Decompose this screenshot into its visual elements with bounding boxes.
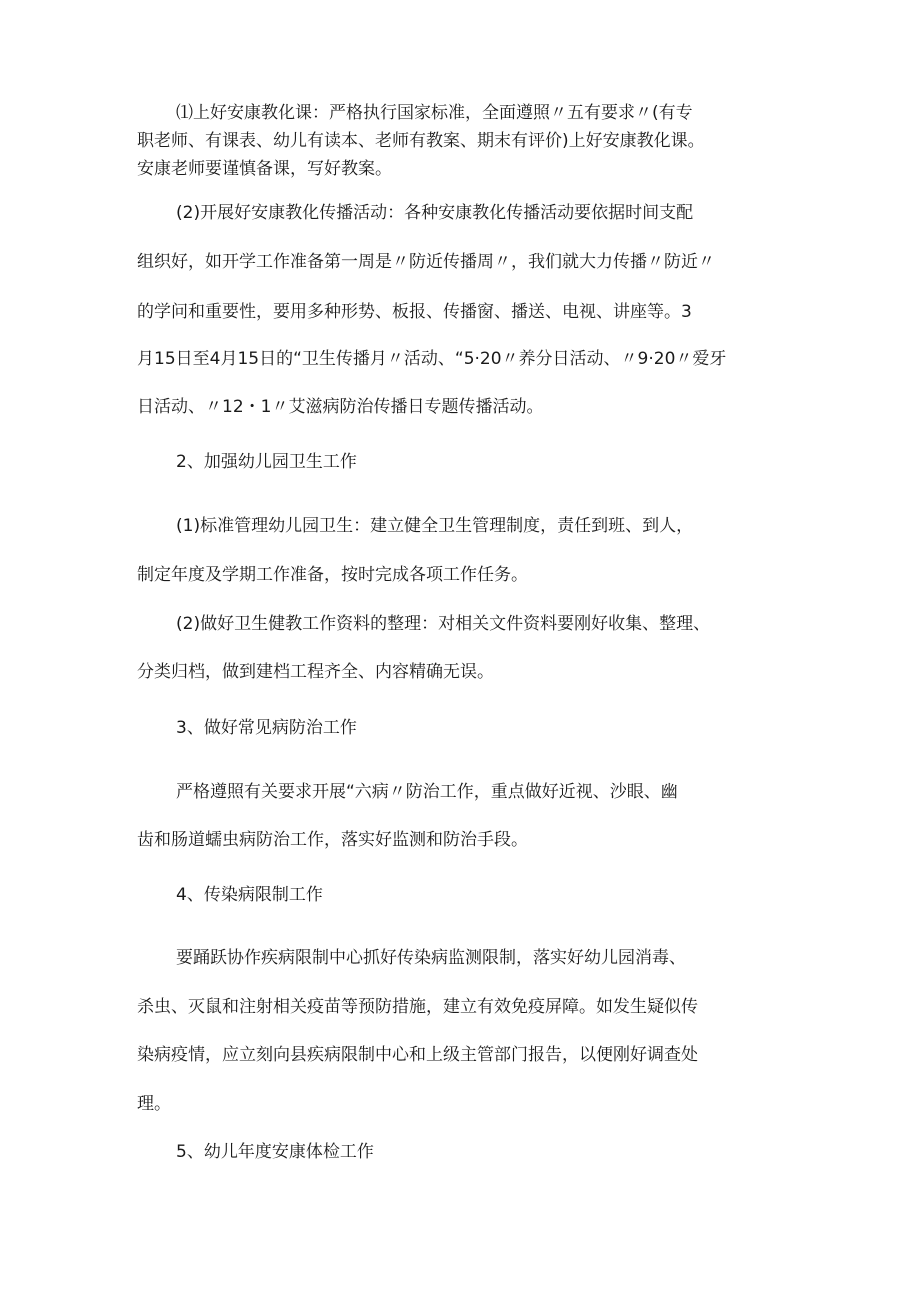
paragraph-line: (1)标准管理幼儿园卫生：建立健全卫生管理制度，责任到班、到人，: [176, 516, 694, 536]
paragraph-line: 要踊跃协作疾病限制中心抓好传染病监测限制，落实好幼儿园消毒、: [176, 948, 686, 968]
paragraph-line: 组织好，如开学工作准备第一周是〃防近传播周〃，我们就大力传播〃防近〃: [137, 252, 715, 272]
section-heading: 4、传染病限制工作: [176, 885, 323, 905]
paragraph-line: 制定年度及学期工作准备，按时完成各项工作任务。: [137, 565, 528, 585]
paragraph-line: (2)做好卫生健教工作资料的整理：对相关文件资料要刚好收集、整理、: [176, 614, 711, 634]
paragraph-line: 分类归档，做到建档工程齐全、内容精确无误。: [137, 662, 494, 682]
paragraph-line: 杀虫、灭鼠和注射相关疫苗等预防措施，建立有效免疫屏障。如发生疑似传: [137, 997, 698, 1017]
paragraph-line: 染病疫情，应立刻向县疾病限制中心和上级主管部门报告，以便刚好调查处: [137, 1045, 698, 1065]
section-heading: 3、做好常见病防治工作: [176, 718, 357, 738]
section-heading: 2、加强幼儿园卫生工作: [176, 452, 357, 472]
paragraph-line: 职老师、有课表、幼儿有读本、老师有教案、期末有评价)上好安康教化课。: [137, 131, 705, 151]
paragraph-line: 齿和肠道蠕虫病防治工作，落实好监测和防治手段。: [137, 830, 528, 850]
paragraph-line: 的学问和重要性，要用多种形势、板报、传播窗、播送、电视、讲座等。3: [137, 302, 692, 322]
paragraph-line: 安康老师要谨慎备课，写好教案。: [137, 159, 392, 179]
section-heading: 5、幼儿年度安康体检工作: [176, 1142, 374, 1162]
paragraph-line: 理。: [137, 1094, 171, 1114]
paragraph-line: (2)开展好安康教化传播活动：各种安康教化传播活动要依据时间支配: [176, 203, 694, 223]
paragraph-line: 严格遵照有关要求开展“六病〃防治工作，重点做好近视、沙眼、幽: [176, 782, 678, 802]
paragraph-line: 月15日至4月15日的“卫生传播月〃活动、“5·20〃养分日活动、〃9·20〃爱牙: [137, 349, 727, 369]
paragraph-line: ⑴上好安康教化课：严格执行国家标准，全面遵照〃五有要求〃(有专: [176, 103, 693, 123]
paragraph-line: 日活动、〃12・1〃艾滋病防治传播日专题传播活动。: [137, 397, 544, 417]
